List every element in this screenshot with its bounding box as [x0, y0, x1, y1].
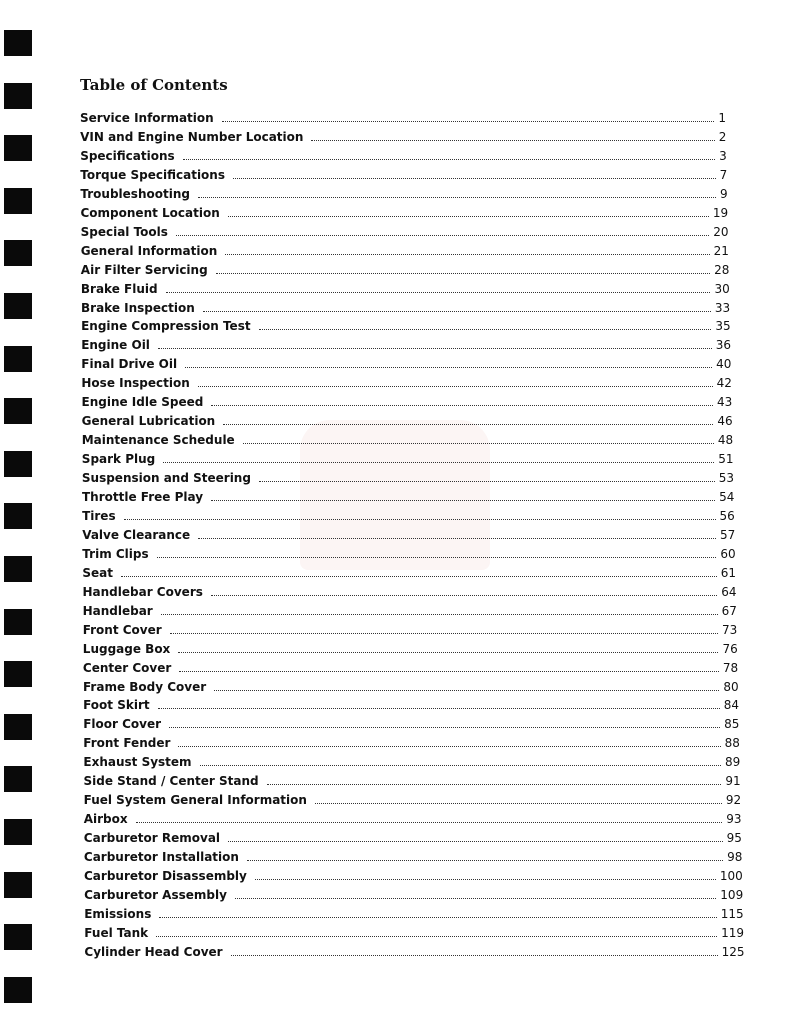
dot-leader: [231, 954, 718, 956]
toc-entry[interactable]: [80, 107, 726, 125]
toc-entry-label: Exhaust System: [83, 755, 192, 770]
dot-leader: [198, 196, 716, 198]
toc-entry-label: Foot Skirt: [83, 698, 150, 713]
dot-leader: [255, 878, 716, 880]
toc-entry[interactable]: [81, 334, 731, 352]
dot-leader: [136, 821, 723, 823]
toc-entry-label: Frame Body Cover: [83, 679, 207, 694]
dot-leader: [183, 158, 716, 160]
toc-entry[interactable]: [84, 808, 742, 826]
toc-entry-page-number: 85: [724, 717, 740, 732]
toc-entry[interactable]: [81, 297, 730, 315]
toc-entry[interactable]: [84, 903, 743, 921]
toc-entry-label: General Information: [80, 243, 218, 258]
toc-entry-label: Airbox: [83, 812, 128, 827]
toc-entry[interactable]: [81, 353, 731, 371]
toc-entry[interactable]: [82, 391, 733, 409]
toc-entry-page-number: 28: [714, 262, 730, 277]
edge-tab: [4, 503, 32, 529]
toc-entry-page-number: 84: [723, 698, 739, 713]
dot-leader: [158, 707, 720, 709]
toc-entry[interactable]: [83, 581, 737, 599]
toc-entry-label: Brake Inspection: [81, 300, 195, 315]
toc-entry[interactable]: [81, 202, 729, 220]
toc-entry[interactable]: [83, 600, 737, 618]
toc-entry[interactable]: [81, 240, 729, 258]
dot-leader: [179, 670, 719, 672]
toc-entry-label: Handlebar Covers: [82, 584, 203, 599]
dot-leader: [211, 499, 715, 501]
toc-entry-page-number: 98: [727, 850, 743, 865]
toc-entry-page-number: 115: [720, 906, 744, 921]
toc-entry-page-number: 43: [717, 395, 733, 410]
dot-leader: [176, 234, 709, 236]
toc-entry[interactable]: [80, 145, 727, 163]
dot-leader: [259, 328, 712, 330]
toc-entry-page-number: 1: [718, 111, 726, 125]
toc-entry[interactable]: [81, 221, 729, 239]
dot-leader: [247, 859, 723, 861]
toc-entry[interactable]: [82, 543, 735, 561]
toc-entry[interactable]: [82, 429, 733, 447]
toc-entry[interactable]: [84, 941, 744, 959]
edge-tab: [4, 766, 32, 792]
toc-entry-label: Component Location: [80, 205, 220, 220]
toc-entry[interactable]: [80, 183, 727, 201]
toc-entry-label: Throttle Free Play: [82, 490, 204, 504]
toc-entry-label: Torque Specifications: [80, 167, 225, 182]
toc-entry-page-number: 64: [721, 584, 737, 599]
toc-entry-page-number: 119: [721, 925, 745, 940]
edge-tab: [4, 819, 32, 845]
toc-entry-page-number: 2: [718, 129, 727, 144]
dot-leader: [169, 726, 720, 728]
edge-tab: [4, 609, 32, 635]
dot-leader: [259, 480, 715, 482]
toc-entry-label: Special Tools: [80, 224, 168, 239]
toc-entry-label: Final Drive Oil: [81, 357, 178, 372]
toc-entry-label: Emissions: [84, 906, 152, 921]
toc-entry-page-number: 93: [726, 812, 742, 827]
page-edge-index-tabs: [0, 0, 40, 1035]
toc-entry-label: Engine Idle Speed: [81, 395, 204, 410]
edge-tab: [4, 398, 32, 424]
toc-entry-page-number: 89: [724, 755, 741, 770]
toc-entry-label: Center Cover: [82, 660, 172, 675]
edge-tab: [4, 977, 32, 1003]
page-title: Table of Contents: [80, 76, 228, 94]
toc-entry[interactable]: [82, 505, 735, 523]
dot-leader: [216, 272, 710, 274]
toc-entry-page-number: 67: [721, 603, 737, 618]
edge-tab: [4, 240, 32, 266]
toc-entry-page-number: 3: [719, 148, 727, 163]
toc-entry-page-number: 61: [720, 565, 737, 580]
edge-tab: [4, 924, 32, 950]
toc-entry-page-number: 76: [722, 641, 738, 656]
toc-entry-label: Carburetor Installation: [83, 850, 239, 865]
toc-entry-label: Carburetor Removal: [83, 831, 221, 846]
toc-entry-page-number: 88: [724, 736, 740, 751]
dot-leader: [200, 764, 721, 766]
dot-leader: [211, 594, 717, 596]
toc-entry-label: Air Filter Servicing: [80, 262, 208, 277]
toc-entry-page-number: 57: [719, 527, 736, 542]
toc-entry-label: Troubleshooting: [80, 186, 190, 201]
edge-tab: [4, 83, 32, 109]
dot-leader: [228, 840, 723, 842]
dot-leader: [233, 177, 716, 179]
toc-entry[interactable]: [81, 278, 730, 296]
edge-tab: [4, 556, 32, 582]
toc-entry-page-number: 30: [714, 281, 730, 296]
toc-entry-page-number: 40: [716, 357, 732, 372]
toc-entry-label: Side Stand / Center Stand: [83, 774, 259, 789]
toc-entry[interactable]: [82, 448, 734, 466]
toc-entry-label: Seat: [82, 565, 114, 580]
edge-tab: [4, 293, 32, 319]
toc-entry-label: Service Information: [80, 111, 214, 125]
toc-entry-page-number: 60: [720, 546, 736, 561]
toc-entry-page-number: 100: [719, 869, 743, 883]
edge-tab: [4, 188, 32, 214]
toc-entry[interactable]: [82, 467, 734, 485]
toc-entry-label: VIN and Engine Number Location: [80, 129, 304, 144]
toc-entry[interactable]: [81, 372, 731, 390]
toc-entry-page-number: 54: [719, 490, 735, 504]
dot-leader: [157, 556, 717, 558]
toc-entry-page-number: 21: [713, 243, 729, 258]
toc-entry[interactable]: [82, 410, 733, 428]
toc-entry[interactable]: [80, 126, 726, 144]
toc-entry-label: Spark Plug: [81, 452, 156, 467]
dot-leader: [178, 745, 720, 747]
toc-entry[interactable]: [84, 865, 743, 883]
dot-leader: [222, 120, 715, 122]
toc-entry[interactable]: [84, 827, 742, 845]
toc-entry-label: Cylinder Head Cover: [84, 944, 223, 959]
toc-entry-label: Valve Clearance: [82, 527, 191, 542]
dot-leader: [166, 291, 711, 293]
dot-leader: [311, 139, 714, 141]
toc-entry-label: Tires: [82, 508, 116, 523]
toc-entry-label: Carburetor Disassembly: [84, 869, 247, 883]
dot-leader: [225, 253, 709, 255]
toc-entry-label: General Lubrication: [81, 414, 216, 429]
edge-tab: [4, 714, 32, 740]
toc-entry-page-number: 78: [722, 660, 739, 675]
dot-leader: [228, 215, 709, 217]
toc-entry-page-number: 91: [725, 774, 741, 789]
dot-leader: [163, 461, 714, 463]
toc-entry-label: Handlebar: [82, 603, 153, 618]
toc-entry[interactable]: [81, 259, 730, 277]
toc-entry-page-number: 20: [713, 224, 729, 239]
toc-entry-label: Floor Cover: [83, 717, 162, 732]
dot-leader: [203, 310, 711, 312]
toc-entry[interactable]: [84, 846, 742, 864]
toc-entry-page-number: 109: [720, 887, 744, 902]
toc-entry-page-number: 125: [721, 944, 745, 959]
edge-tab: [4, 135, 32, 161]
toc-entry-page-number: 51: [718, 452, 734, 467]
toc-entry-label: Fuel Tank: [84, 925, 149, 940]
toc-entry-page-number: 53: [718, 471, 734, 486]
toc-entry-label: Trim Clips: [82, 546, 149, 561]
dot-leader: [121, 575, 717, 577]
toc-entry[interactable]: [84, 922, 744, 940]
toc-entry-label: Engine Oil: [81, 338, 150, 353]
dot-leader: [156, 935, 717, 937]
toc-entry-page-number: 19: [712, 205, 729, 220]
dot-leader: [198, 537, 716, 539]
dot-leader: [223, 423, 713, 425]
dot-leader: [170, 632, 718, 634]
dot-leader: [178, 651, 718, 653]
dot-leader: [158, 347, 712, 349]
dot-leader: [214, 689, 719, 691]
toc-entry-page-number: 9: [720, 186, 728, 201]
toc-entry[interactable]: [83, 751, 740, 769]
dot-leader: [159, 916, 716, 918]
toc-entry-page-number: 56: [719, 508, 735, 523]
toc-entry-label: Maintenance Schedule: [81, 433, 235, 448]
edge-tab: [4, 30, 32, 56]
toc-entry[interactable]: [84, 884, 743, 902]
toc-entry[interactable]: [83, 713, 739, 731]
dot-leader: [185, 366, 712, 368]
toc-entry-label: Carburetor Assembly: [84, 887, 227, 902]
toc-entry-page-number: 42: [716, 376, 732, 391]
dot-leader: [161, 613, 718, 615]
toc-entry[interactable]: [83, 694, 739, 712]
toc-entry[interactable]: [83, 657, 738, 675]
toc-entry-page-number: 48: [717, 433, 734, 448]
toc-entry[interactable]: [83, 619, 738, 637]
toc-entry[interactable]: [82, 562, 736, 580]
toc-entry-page-number: 35: [715, 319, 731, 334]
toc-entry-label: Hose Inspection: [81, 376, 190, 391]
dot-leader: [211, 404, 713, 406]
dot-leader: [124, 518, 716, 520]
toc-entry-page-number: 7: [719, 167, 728, 182]
toc-entry-label: Luggage Box: [82, 641, 171, 656]
toc-entry-label: Brake Fluid: [80, 281, 158, 296]
toc-entry-label: Fuel System General Information: [83, 793, 307, 808]
toc-entry-label: Engine Compression Test: [81, 319, 251, 334]
toc-entry-page-number: 73: [722, 622, 738, 637]
toc-entry-page-number: 33: [714, 300, 731, 315]
toc-entry-page-number: 46: [717, 414, 733, 429]
edge-tab: [4, 451, 32, 477]
toc-entry-label: Specifications: [80, 148, 175, 163]
edge-tab: [4, 661, 32, 687]
toc-entry[interactable]: [80, 164, 727, 182]
toc-entry-page-number: 36: [715, 338, 732, 353]
toc-entry[interactable]: [81, 315, 731, 333]
toc-entry-page-number: 95: [726, 831, 742, 846]
toc-entry[interactable]: [83, 676, 739, 694]
toc-entry-page-number: 80: [723, 679, 739, 694]
dot-leader: [235, 897, 716, 899]
edge-tab: [4, 872, 32, 898]
toc-entry[interactable]: [84, 770, 741, 788]
toc-entry[interactable]: [83, 638, 738, 656]
toc-entry-label: Front Fender: [83, 736, 171, 751]
dot-leader: [198, 385, 713, 387]
dot-leader: [267, 783, 722, 785]
toc-entry-label: Front Cover: [82, 622, 162, 637]
toc-entry-label: Suspension and Steering: [81, 471, 251, 486]
edge-tab: [4, 346, 32, 372]
dot-leader: [243, 442, 714, 444]
toc-entry[interactable]: [83, 732, 740, 750]
dot-leader: [315, 802, 722, 804]
toc-entry[interactable]: [84, 789, 742, 807]
toc-entry[interactable]: [82, 486, 734, 504]
toc-entry-page-number: 92: [725, 793, 742, 808]
toc-entry[interactable]: [82, 524, 735, 542]
